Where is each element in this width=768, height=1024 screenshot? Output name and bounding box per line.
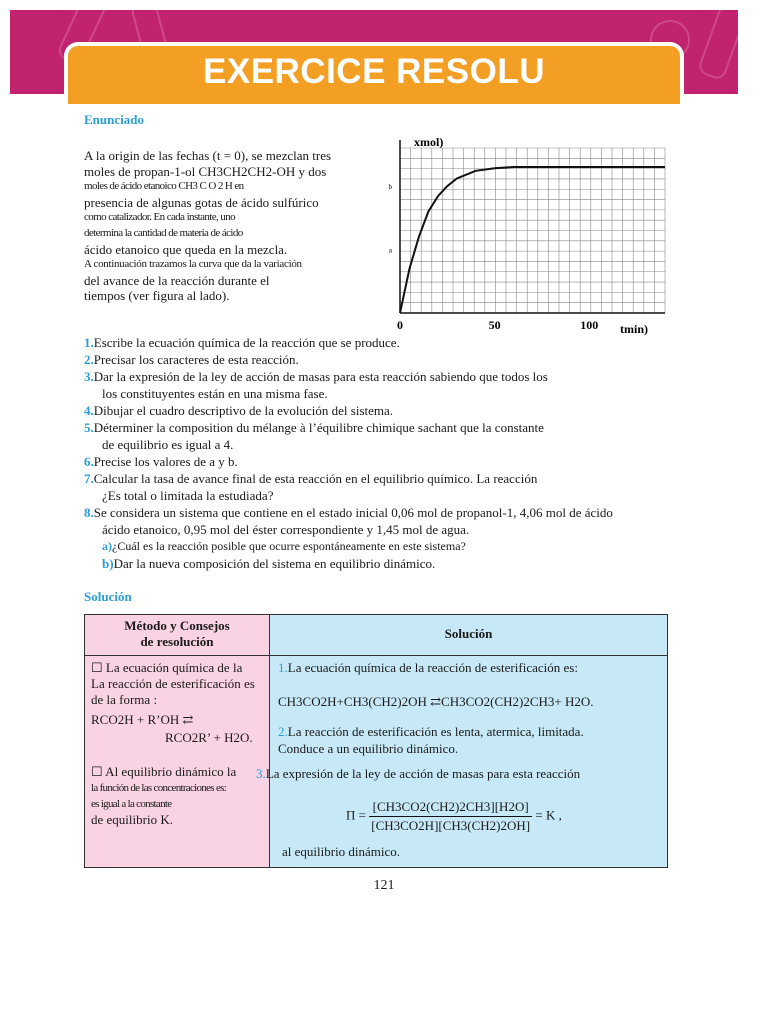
intro-line: ácido etanoico que queda en la mezcla. — [84, 241, 288, 257]
col-header-method: Método y Consejos de resolución — [85, 615, 270, 656]
enunciado-heading: Enunciado — [84, 112, 144, 127]
question-8: 8.Se considera un sistema que contiene en el estado inicial 0,06 mol de propanol-1, 4,06 mol de ácido — [84, 505, 613, 520]
intro-line: moles de propan-1-ol CH3CH2CH2-OH y dos — [84, 163, 327, 179]
method-cell: ☐ La ecuación química de la La reacción de esterificación es de la forma : RCO2H + R’OH ⇄ RCO2R’ + H2O. ☐ Al equilibrio dinámico la la función de las concentraciones es: es igual a la constante de equilibrio K. — [85, 656, 270, 868]
question-6: 6.Precise los valores de a y b. — [84, 454, 238, 469]
mass-action-law: Π = $\frac{[CH3CO2(CH2)2CH3][H2O]}{[CH3CO2H][CH3(CH2)2OH]}$ = K , — [346, 799, 562, 833]
question-1: 1.Escribe la ecuación química de la reacción que se produce. — [84, 335, 400, 350]
question-5: 5.Déterminer la composition du mélange à l’équilibre chimique sachant que la constante — [84, 420, 544, 435]
solution-cell: 1.La ecuación química de la reacción de esterificación es: CH3CO2H+CH3(CH2)2OH ⇄CH3CO2(CH2)2CH3+ H2O. 2.La reacción de esterificación es lenta, atermica, limitada. Conduce a un equilibrio dinámico. 3.La expresión de la ley de acción de masas para esta reacción Π = $\frac{[CH3CO2(CH2)2CH3][H2O]}{[CH3CO2H][CH3(CH2)2OH]}$ = K , al equilibrio dinámico. — [270, 656, 668, 868]
intro-line: moles de ácido etanoico CH3 C O 2 H en — [84, 180, 244, 193]
question-5-cont: de equilibrio es igual a 4. — [102, 437, 234, 452]
chart-series-line — [400, 167, 665, 313]
chart-xlabel: tmin) — [620, 322, 648, 336]
col-header-solution: Solución — [270, 615, 668, 656]
subquestion-a: a)¿Cuál es la reacción posible que ocurre espontáneamente en este sistema? — [102, 539, 466, 553]
intro-line: A la origin de las fechas (t = 0), se mezclan tres — [84, 148, 332, 163]
question-7-cont: ¿Es total o limitada la estudiada? — [102, 488, 274, 503]
chart-grid — [400, 148, 665, 313]
y-tick-label: a — [388, 246, 392, 255]
question-4: 4.Dibujar el cuadro descriptivo de la evolución del sistema. — [84, 403, 394, 418]
test-tube-icon — [696, 10, 738, 81]
intro-line: del avance de la reacción durante el — [84, 272, 270, 288]
intro-line: presencia de algunas gotas de ácido sulfúrico — [84, 194, 319, 210]
intro-line: tiempos (ver figura al lado). — [84, 288, 230, 304]
intro-line: determina la cantidad de materia de ácido — [84, 226, 243, 239]
question-2: 2.Precisar los caracteres de esta reacción. — [84, 352, 299, 367]
advance-chart — [380, 128, 680, 340]
y-tick-label: b — [388, 183, 392, 192]
x-tick-label: 50 — [488, 318, 501, 332]
solucion-heading: Solución — [84, 589, 132, 604]
x-tick-label: 100 — [580, 318, 599, 332]
equation-esterification: CH3CO2H+CH3(CH2)2OH ⇄CH3CO2(CH2)2CH3+ H2O. — [278, 694, 594, 709]
intro-paragraph — [84, 148, 379, 304]
question-7: 7.Calcular la tasa de avance final de esta reacción en el equilibrio químico. La reacción — [84, 471, 538, 486]
page-title: EXERCICE RESOLU — [203, 52, 545, 91]
page-number: 121 — [373, 878, 395, 893]
question-3-cont: los constituyentes están en una misma fase. — [102, 386, 328, 401]
question-3: 3.Dar la expresión de la ley de acción de masas para esta reacción sabiendo que todos los — [84, 369, 548, 384]
solution-table — [84, 614, 668, 868]
x-tick-label: 0 — [397, 318, 403, 332]
subquestion-b: b)Dar la nueva composición del sistema en equilibrio dinámico. — [102, 556, 436, 571]
question-8-cont: ácido etanoico, 0,95 mol del éster correspondiente y 1,45 mol de agua. — [102, 522, 470, 537]
chart-ylabel: xmol) — [414, 135, 444, 149]
intro-line: A continuación trazamos la curva que da la variación — [84, 258, 302, 271]
intro-line: como catalizador. En cada instante, uno — [84, 211, 236, 224]
